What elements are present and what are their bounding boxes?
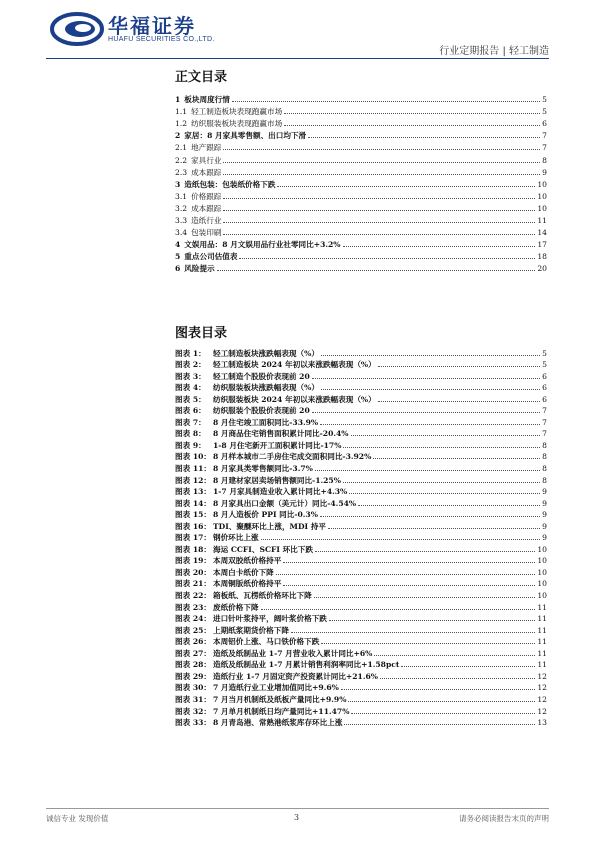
page-ref: 7 [542,417,547,427]
toc-entry[interactable] [175,165,547,177]
page-ref: 8 [542,475,547,485]
figure-entry[interactable] [175,404,547,416]
dot-leader [277,186,535,187]
figure-entry[interactable] [175,369,547,381]
dot-leader [320,516,540,517]
page-ref: 9 [542,167,547,177]
dot-leader [380,678,535,679]
toc-entry-title: 成本跟踪 [191,167,222,177]
dot-leader [321,389,540,390]
page-ref: 10 [537,191,547,201]
toc-entry[interactable] [175,213,547,225]
page-ref: 5 [542,360,547,370]
toc-entry-title: 造纸包装：包装纸价格下跌 [184,179,276,189]
dot-leader [344,724,535,725]
toc-entry[interactable] [175,128,547,140]
figure-number: 图表 25： [175,625,211,635]
report-type: 行业定期报告 | 轻工制造 [439,46,549,57]
toc-entry-number: 3 [175,179,181,189]
figure-entry[interactable] [175,473,547,485]
figure-entry[interactable] [175,704,547,716]
figure-entry[interactable] [175,577,547,589]
figure-entry[interactable] [175,658,547,670]
toc-entry[interactable] [175,261,547,273]
figure-entry[interactable] [175,450,547,462]
toc-entry-title: 重点公司估值表 [184,252,238,262]
figure-entry[interactable] [175,623,547,635]
dot-leader [223,198,535,199]
dot-leader [358,505,540,506]
page-ref: 8 [542,155,547,165]
figure-number: 图表 24： [175,614,211,624]
page-ref: 9 [542,521,547,531]
figure-number: 图表 12： [175,475,211,485]
page-ref: 18 [537,252,547,262]
dot-leader [284,113,540,114]
dot-leader [348,701,535,702]
figure-title: 8 月家具出口金额（美元计）同比-4.54% [213,498,357,508]
page-ref: 9 [542,533,547,543]
figure-number: 图表 23： [175,602,211,612]
toc-entry[interactable] [175,116,547,128]
dot-leader [312,412,540,413]
dot-leader [373,458,540,459]
page-ref: 11 [537,648,547,658]
toc-entry-number: 3.4 [175,228,188,238]
figure-number: 图表 9： [175,440,206,450]
dot-leader [232,101,540,102]
figures-list [175,346,547,727]
page-header [0,0,595,62]
dot-leader [291,632,535,633]
page-ref: 11 [537,625,547,635]
dot-leader [261,539,541,540]
toc-entry-number: 2.3 [175,167,188,177]
page-ref: 7 [542,131,547,141]
figure-entry[interactable] [175,519,547,531]
figure-number: 图表 21： [175,579,211,589]
figure-entry[interactable] [175,508,547,520]
figure-title: 7 月单月机制纸日均产量同比+11.47% [213,706,350,716]
dot-leader [223,210,535,211]
dot-leader [223,162,540,163]
figure-entry[interactable] [175,346,547,358]
figure-title: 海运 CCFI、SCFI 环比下跌 [213,544,313,554]
figure-number: 图表 11： [175,464,211,474]
dot-leader [343,482,540,483]
page-ref: 10 [537,579,547,589]
page-ref: 6 [542,371,547,381]
logo-english-name: HUAFU SECURITIES CO.,LTD. [108,36,215,43]
toc-entry[interactable] [175,152,547,164]
logo-name: 华福证券 [108,14,196,38]
header-divider [46,58,549,59]
page-ref: 8 [542,452,547,462]
toc-entry-title: 纺织服装板块表现跑赢市场 [191,119,283,129]
page-ref: 11 [537,216,547,226]
figure-entry[interactable] [175,612,547,624]
figure-title: 7 月造纸行业工业增加值同比+9.6% [213,683,339,693]
page-ref: 10 [537,567,547,577]
figure-number: 图表 26： [175,637,211,647]
toc-entry[interactable] [175,104,547,116]
page-ref: 7 [542,406,547,416]
footer-disclaimer: 请务必阅读报告末页的声明 [459,814,549,823]
figure-entry[interactable] [175,554,547,566]
page-ref: 6 [542,394,547,404]
figure-number: 图表 30： [175,683,211,693]
figure-title: 本周铜版纸价格持平 [213,579,282,589]
figure-title: 8 月青岛港、常熟港纸浆库存环比上涨 [213,718,343,728]
figure-title: 纺织服装个股股价表现前 20 [213,406,310,416]
dot-leader [401,666,535,667]
page-ref: 12 [537,694,547,704]
dot-leader [321,355,540,356]
figure-number: 图表 14： [175,498,211,508]
figure-number: 图表 6： [175,406,206,416]
figure-title: 1-8 月住宅新开工面积累计同比-17% [213,440,342,450]
dot-leader [217,270,536,271]
figures-toc-title: 图表目录 [175,326,228,341]
toc-entry[interactable] [175,177,547,189]
figure-number: 图表 8： [175,429,206,439]
figure-number: 图表 20： [175,567,211,577]
figure-title: 废纸价格下降 [213,602,259,612]
figure-number: 图表 3： [175,371,206,381]
figure-title: 轻工制造板块 2024 年初以来涨跌幅表现（%） [213,360,376,370]
toc-entry[interactable] [175,225,547,237]
page-ref: 10 [537,179,547,189]
figure-entry[interactable] [175,427,547,439]
toc-entry-number: 2.2 [175,155,188,165]
figure-title: 钢价环比上涨 [213,533,259,543]
figure-entry[interactable] [175,646,547,658]
figure-entry[interactable] [175,415,547,427]
page-ref: 10 [537,556,547,566]
toc-entry-title: 板块周度行情 [184,95,230,105]
toc-entry-number: 3.2 [175,203,188,213]
toc-entry-number: 3.3 [175,216,188,226]
figure-entry[interactable] [175,381,547,393]
figure-number: 图表 7： [175,417,206,427]
figure-number: 图表 32： [175,706,211,716]
figure-title: 本周双胶纸价格持平 [213,556,282,566]
toc-entry-number: 3.1 [175,191,188,201]
figure-entry[interactable] [175,692,547,704]
toc-entry[interactable] [175,140,547,152]
dot-leader [223,149,540,150]
figure-number: 图表 4： [175,383,206,393]
figure-entry[interactable] [175,485,547,497]
page-ref: 8 [542,464,547,474]
figure-number: 图表 33： [175,718,211,728]
dot-leader [261,609,536,610]
dot-leader [351,435,541,436]
dot-leader [329,620,535,621]
figure-number: 图表 17： [175,533,211,543]
figure-entry[interactable] [175,531,547,543]
figure-number: 图表 1： [175,348,206,358]
page-ref: 11 [537,614,547,624]
dot-leader [328,528,540,529]
figure-title: 轻工制造个股股价表现前 20 [213,371,310,381]
page-ref: 11 [537,602,547,612]
page-ref: 12 [537,706,547,716]
dot-leader [341,689,535,690]
figure-entry[interactable] [175,635,547,647]
figure-entry[interactable] [175,461,547,473]
figure-number: 图表 15： [175,510,211,520]
page-ref: 9 [542,510,547,520]
figure-title: 箱板纸、瓦楞纸价格环比下降 [213,591,312,601]
dot-leader [223,222,535,223]
figure-title: 上期纸浆期货价格下降 [213,625,289,635]
dot-leader [284,125,540,126]
page-ref: 11 [537,637,547,647]
page-ref: 6 [542,119,547,129]
page-ref: 20 [537,264,547,274]
toc-entry-title: 地产跟踪 [191,143,222,153]
toc-entry-number: 2 [175,131,181,141]
dot-leader [349,493,540,494]
figure-number: 图表 27： [175,648,211,658]
page-ref: 11 [537,660,547,670]
toc-entry-title: 价格跟踪 [191,191,222,201]
figure-title: 8 月人造板价 PPI 同比-0.3% [213,510,318,520]
toc-entry-number: 2.1 [175,143,188,153]
toc-entry-title: 风险提示 [184,264,215,274]
toc-entry[interactable] [175,201,547,213]
figure-number: 图表 22： [175,591,211,601]
toc-entry-title: 轻工制造板块表现跑赢市场 [191,107,283,117]
page-ref: 9 [542,487,547,497]
dot-leader [239,258,535,259]
page-ref: 8 [542,440,547,450]
page-ref: 7 [542,429,547,439]
figure-title: 8 月家具类零售额同比-3.7% [213,464,313,474]
page-ref: 12 [537,683,547,693]
figure-title: 8 月住宅竣工面积同比-33.9% [213,417,319,427]
toc-entry-title: 文娱用品：8 月文娱用品行业社零同比+3.2% [184,240,341,250]
figure-title: 8 月建材家居卖场销售额同比-1.25% [213,475,341,485]
page-number: 3 [294,813,300,822]
figure-number: 图表 16： [175,521,211,531]
figure-title: 造纸及纸制品业 1-7 月累计销售利润率同比+1.58pct [213,660,400,670]
dot-leader [283,585,535,586]
dot-leader [321,643,535,644]
figure-title: 1-7 月家具制造业收入累计同比+4.3% [213,487,348,497]
page-ref: 10 [537,544,547,554]
toc-entry-title: 家居：8 月家具零售额、出口均下滑 [184,131,307,141]
dot-leader [308,137,540,138]
dot-leader [314,597,536,598]
figure-entry[interactable] [175,600,547,612]
dot-leader [312,378,540,379]
figure-entry[interactable] [175,565,547,577]
toc-entry-number: 1.2 [175,119,188,129]
dot-leader [283,562,535,563]
dot-leader [223,174,540,175]
dot-leader [374,655,535,656]
dot-leader [315,470,540,471]
page-ref: 5 [542,107,547,117]
page-ref: 10 [537,591,547,601]
page-ref: 13 [537,718,547,728]
page-ref: 9 [542,498,547,508]
figure-entry[interactable] [175,716,547,728]
figure-title: 进口针叶浆持平，阔叶浆价格下跌 [213,614,327,624]
page-ref: 10 [537,203,547,213]
huafu-logo-icon [50,12,104,46]
toc-entry-number: 1.1 [175,107,188,117]
toc-entry-title: 家具行业 [191,155,222,165]
figure-title: TDI、聚醚环比上涨，MDI 持平 [213,521,326,531]
figure-title: 纺织服装板块 2024 年初以来涨跌幅表现（%） [213,394,376,404]
dot-leader [378,366,540,367]
figure-title: 造纸及纸制品业 1-7 月营业收入累计同比+6% [213,648,373,658]
dot-leader [343,246,536,247]
figure-entry[interactable] [175,681,547,693]
footer-slogan: 诚信专业 发现价值 [46,814,109,823]
page-ref: 17 [537,240,547,250]
page-ref: 5 [542,95,547,105]
figure-entry[interactable] [175,438,547,450]
toc-entry-title: 造纸行业 [191,216,222,226]
page-ref: 7 [542,143,547,153]
dot-leader [276,574,536,575]
figure-number: 图表 2： [175,360,206,370]
toc-entry[interactable] [175,249,547,261]
figure-number: 图表 5： [175,394,206,404]
figure-number: 图表 18： [175,544,211,554]
page-ref: 5 [542,348,547,358]
figure-number: 图表 13： [175,487,211,497]
toc-entry[interactable] [175,237,547,249]
toc-entry-title: 包装印刷 [191,228,222,238]
toc-entry-number: 1 [175,95,181,105]
figure-entry[interactable] [175,392,547,404]
table-of-contents [175,92,547,273]
figure-entry[interactable] [175,496,547,508]
dot-leader [378,401,540,402]
footer-divider [46,808,549,809]
figure-number: 图表 28： [175,660,211,670]
figure-title: 本周白卡纸价下降 [213,567,274,577]
dot-leader [343,447,540,448]
dot-leader [223,234,535,235]
toc-entry-title: 成本跟踪 [191,203,222,213]
toc-title: 正文目录 [175,70,228,85]
toc-entry[interactable] [175,92,547,104]
figure-number: 图表 29： [175,671,211,681]
page-ref: 14 [537,228,547,238]
figure-entry[interactable] [175,542,547,554]
figure-entry[interactable] [175,358,547,370]
toc-entry[interactable] [175,189,547,201]
figure-title: 纺织服装板块涨跌幅表现（%） [213,383,319,393]
toc-entry-number: 5 [175,252,181,262]
toc-entry-number: 4 [175,240,181,250]
dot-leader [320,424,540,425]
page-ref: 12 [537,671,547,681]
figure-title: 8 月商品住宅销售面积累计同比-20.4% [213,429,349,439]
dot-leader [351,713,535,714]
figure-title: 8 月样本城市二手房住宅成交面积同比-3.92% [213,452,372,462]
figure-number: 图表 19： [175,556,211,566]
figure-title: 本周铝价上涨、马口铁价格下跌 [213,637,320,647]
figure-number: 图表 10： [175,452,211,462]
figure-entry[interactable] [175,669,547,681]
figure-title: 7 月当月机制纸及纸板产量同比+9.9% [213,694,347,704]
figure-number: 图表 31： [175,694,211,704]
figure-title: 轻工制造板块涨跌幅表现（%） [213,348,319,358]
figure-title: 造纸行业 1-7 月固定资产投资累计同比+21.6% [213,671,378,681]
dot-leader [315,551,535,552]
toc-entry-number: 6 [175,264,181,274]
figure-entry[interactable] [175,588,547,600]
page-ref: 6 [542,383,547,393]
